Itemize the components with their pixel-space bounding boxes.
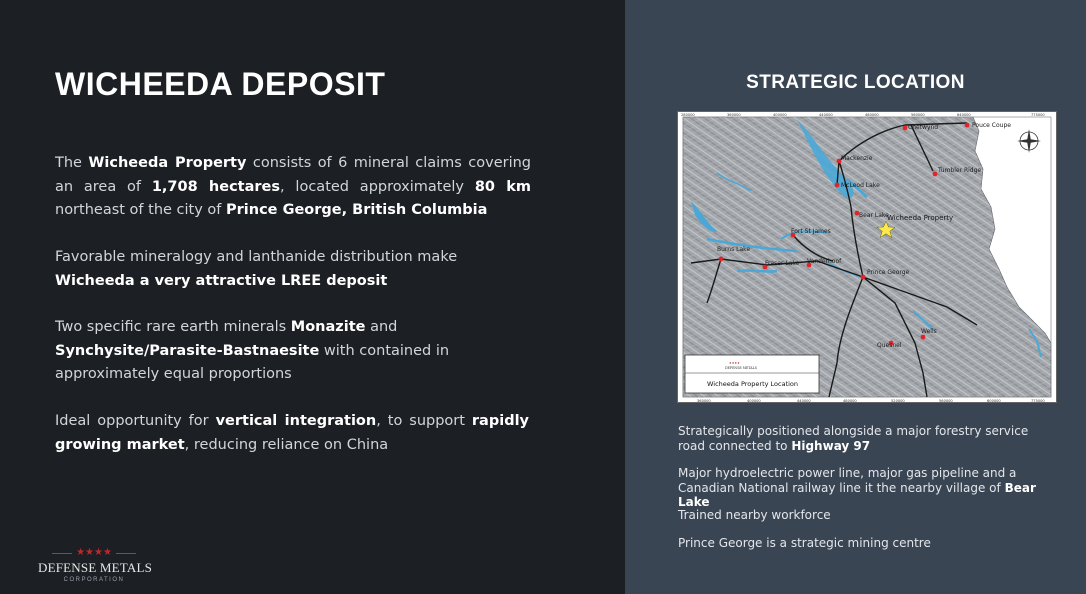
location-map <box>677 111 1057 403</box>
label-tumbler-ridge: Tumbler Ridge <box>938 167 982 174</box>
page-title: WICHEEDA DEPOSIT <box>55 66 386 102</box>
label-bear-lake: Bear Lake <box>859 212 889 219</box>
map-legend-box <box>685 355 819 393</box>
label-quesnel: Quesnel <box>877 342 902 349</box>
map-caption: Wicheeda Property Location <box>707 380 799 388</box>
bullet-infrastructure: Major hydroelectric power line, major gas pipeline and a Canadian National railway line it the nearby village of Bear Lake <box>678 466 1036 509</box>
tick-bottom: 775000 <box>1031 399 1045 403</box>
tick-top: 280000 <box>681 113 695 117</box>
tick-bottom: 440000 <box>797 399 811 403</box>
tick-bottom: 480000 <box>843 399 857 403</box>
label-prince-george: Prince George <box>867 269 910 276</box>
label-chetwynd: Chetwynd <box>908 124 939 131</box>
label-wells: Wells <box>921 328 937 335</box>
property-paragraph: The Wicheeda Property consists of 6 mineral claims covering an area of 1,708 hectares, located approximately 80 km northeast of the city of Prince George, British Columbia <box>55 155 532 218</box>
label-burns-lake: Burns Lake <box>717 246 751 253</box>
logo-subtitle: CORPORATION <box>63 577 125 583</box>
bullet-workforce: Trained nearby workforce <box>678 508 831 522</box>
location-map-svg <box>677 111 1057 403</box>
opportunity-paragraph: Ideal opportunity for vertical integration, to support rapidly growing market, reducing reliance on China <box>55 413 529 453</box>
tick-bottom: 560000 <box>939 399 953 403</box>
legend-brand: DEFENSE METALS <box>725 366 757 370</box>
tick-top: 640000 <box>957 113 971 117</box>
label-wicheeda: Wicheeda Property <box>887 214 954 222</box>
legend-stars: ★★★★ <box>729 361 740 365</box>
tick-bottom: 600000 <box>987 399 1001 403</box>
star-icon: ★★★★ <box>76 547 112 558</box>
label-mcleod-lake: McLeod Lake <box>841 182 880 189</box>
tick-bottom: 400000 <box>747 399 761 403</box>
tick-top: 480000 <box>865 113 879 117</box>
tick-bottom: 520000 <box>891 399 905 403</box>
label-fort-st-james: Fort St James <box>791 228 831 235</box>
tick-top: 560000 <box>911 113 925 117</box>
minerals-paragraph: Two specific rare earth minerals Monazite and Synchysite/Parasite-Bastnaesite with contained in approximately equal proportions <box>55 319 450 382</box>
logo-rule-left <box>52 553 72 554</box>
company-logo <box>38 546 153 584</box>
label-mackenzie: Mackenzie <box>841 155 873 162</box>
bullet-mining-centre: Prince George is a strategic mining centre <box>678 536 931 550</box>
logo-rule-right <box>116 553 136 554</box>
label-fraser-lake: Fraser Lake <box>765 260 800 267</box>
tick-top: 360000 <box>727 113 741 117</box>
label-vanderhoof: Vanderhoof <box>807 258 842 265</box>
bullet-highway: Strategically positioned alongside a major forestry service road connected to Highway 97 <box>678 424 1029 453</box>
tick-top: 775000 <box>1031 113 1045 117</box>
tick-bottom: 360000 <box>697 399 711 403</box>
logo-name: DEFENSE METALS <box>38 560 153 575</box>
label-pouce-coupe: Pouce Coupe <box>972 122 1011 129</box>
section-title: STRATEGIC LOCATION <box>746 72 965 93</box>
tick-top: 440000 <box>819 113 833 117</box>
mineralogy-paragraph: Favorable mineralogy and lanthanide distribution make Wicheeda a very attractive LREE deposit <box>55 249 458 289</box>
tick-top: 400000 <box>773 113 787 117</box>
logo-stars <box>38 546 150 560</box>
